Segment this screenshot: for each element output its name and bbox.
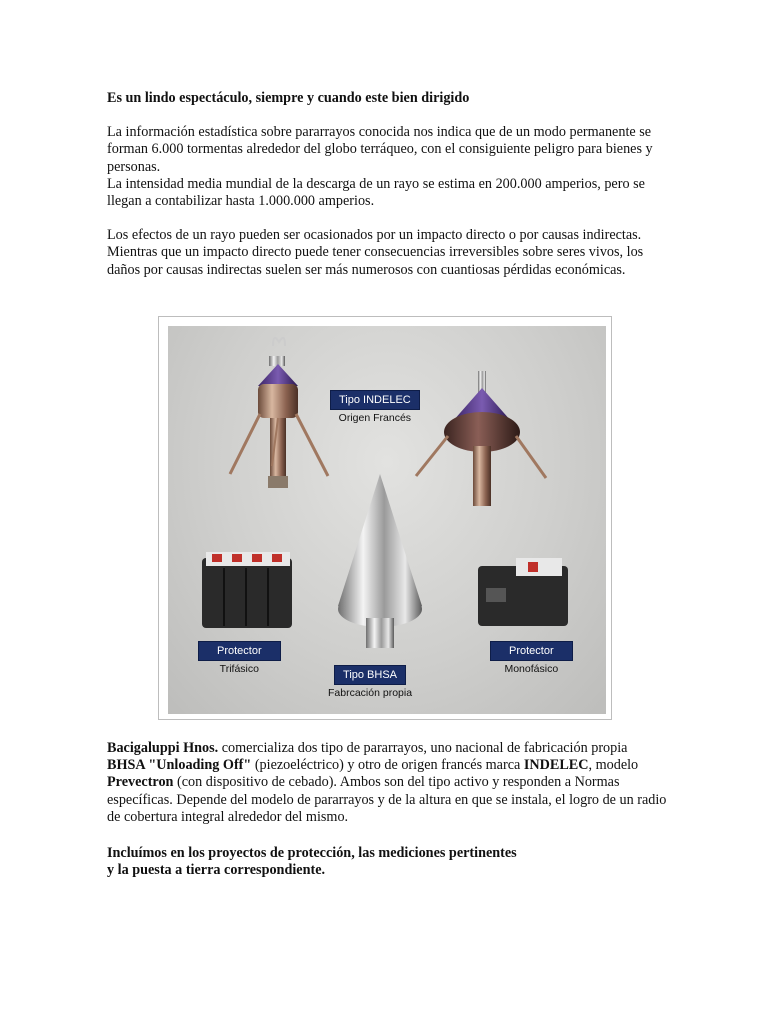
- tag-monofasico-label: Protector: [490, 641, 573, 661]
- product-photo-frame: [158, 316, 612, 720]
- bhsa-cone: [338, 474, 422, 648]
- body-text-1: comercializa dos tipo de pararrayos, uno nacional de fabricación propia: [218, 740, 628, 756]
- tag-bhsa-label: Tipo BHSA: [334, 665, 406, 685]
- document-page: [107, 90, 667, 279]
- product-photo: [168, 326, 606, 714]
- page-heading: Es un lindo espectáculo, siempre y cuando este bien dirigido: [107, 90, 470, 106]
- body-text-4: (con dispositivo de cebado). Ambos son del tipo activo y responden a Normas específicas. Depende del modelo de pararrayos y de la altura en que se instala, el logro de un radio de cobertura integral alrededor del mismo.: [107, 774, 667, 825]
- tag-indelec-label: Tipo INDELEC: [330, 390, 420, 410]
- tag-bhsa: [328, 665, 412, 699]
- trifasico-protector: [202, 552, 292, 628]
- tag-trifasico-label: Protector: [198, 641, 281, 661]
- closing-line-1: Incluímos en los proyectos de protección, las mediciones pertinentes: [107, 845, 517, 861]
- tag-monofasico-sub: Monofásico: [504, 663, 559, 675]
- paragraph-1a: La información estadística sobre pararrayos conocida nos indica que de un modo permanente se forman 6.000 tormentas alrededor del globo terráqueo, con el consiguiente peligro para bienes y personas.: [107, 124, 653, 175]
- tag-trifasico: [198, 641, 281, 675]
- prevectron-model: Prevectron: [107, 774, 174, 791]
- body-text-3: , modelo: [588, 757, 639, 774]
- tag-trifasico-sub: Trifásico: [219, 663, 259, 675]
- indelec-device-left: [230, 338, 328, 488]
- company-paragraph: [107, 740, 667, 826]
- paragraph-1b: La intensidad media mundial de la descarga de un rayo se estima en 200.000 amperios, pero se llegan a contabilizar hasta 1.000.000 amperios.: [107, 175, 645, 210]
- indelec-brand: INDELEC: [523, 757, 589, 774]
- closing-line-2: y la puesta a tierra correspondiente.: [107, 862, 326, 879]
- tag-monofasico: [490, 641, 573, 675]
- company-name: Bacigaluppi Hnos.: [107, 740, 219, 756]
- monofasico-protector: [478, 558, 568, 626]
- tag-bhsa-sub: Fabrcación propia: [328, 687, 413, 699]
- tag-indelec-sub: Origen Francés: [338, 412, 412, 424]
- indelec-device-right: [416, 371, 546, 506]
- body-text-2: (piezoeléctrico) y otro de origen francés marca: [251, 757, 524, 774]
- paragraph-2: Los efectos de un rayo pueden ser ocasionados por un impacto directo o por causas indirectas. Mientras que un impacto directo puede tener consecuencias irreversibles sobre seres vivos, los daños por causas indirectas suelen ser más numerosos con cuantiosas pérdidas económicas.: [107, 227, 644, 278]
- bhsa-model: BHSA "Unloading Off": [107, 757, 252, 774]
- tag-indelec: [330, 390, 420, 424]
- closing-statement: [107, 845, 667, 879]
